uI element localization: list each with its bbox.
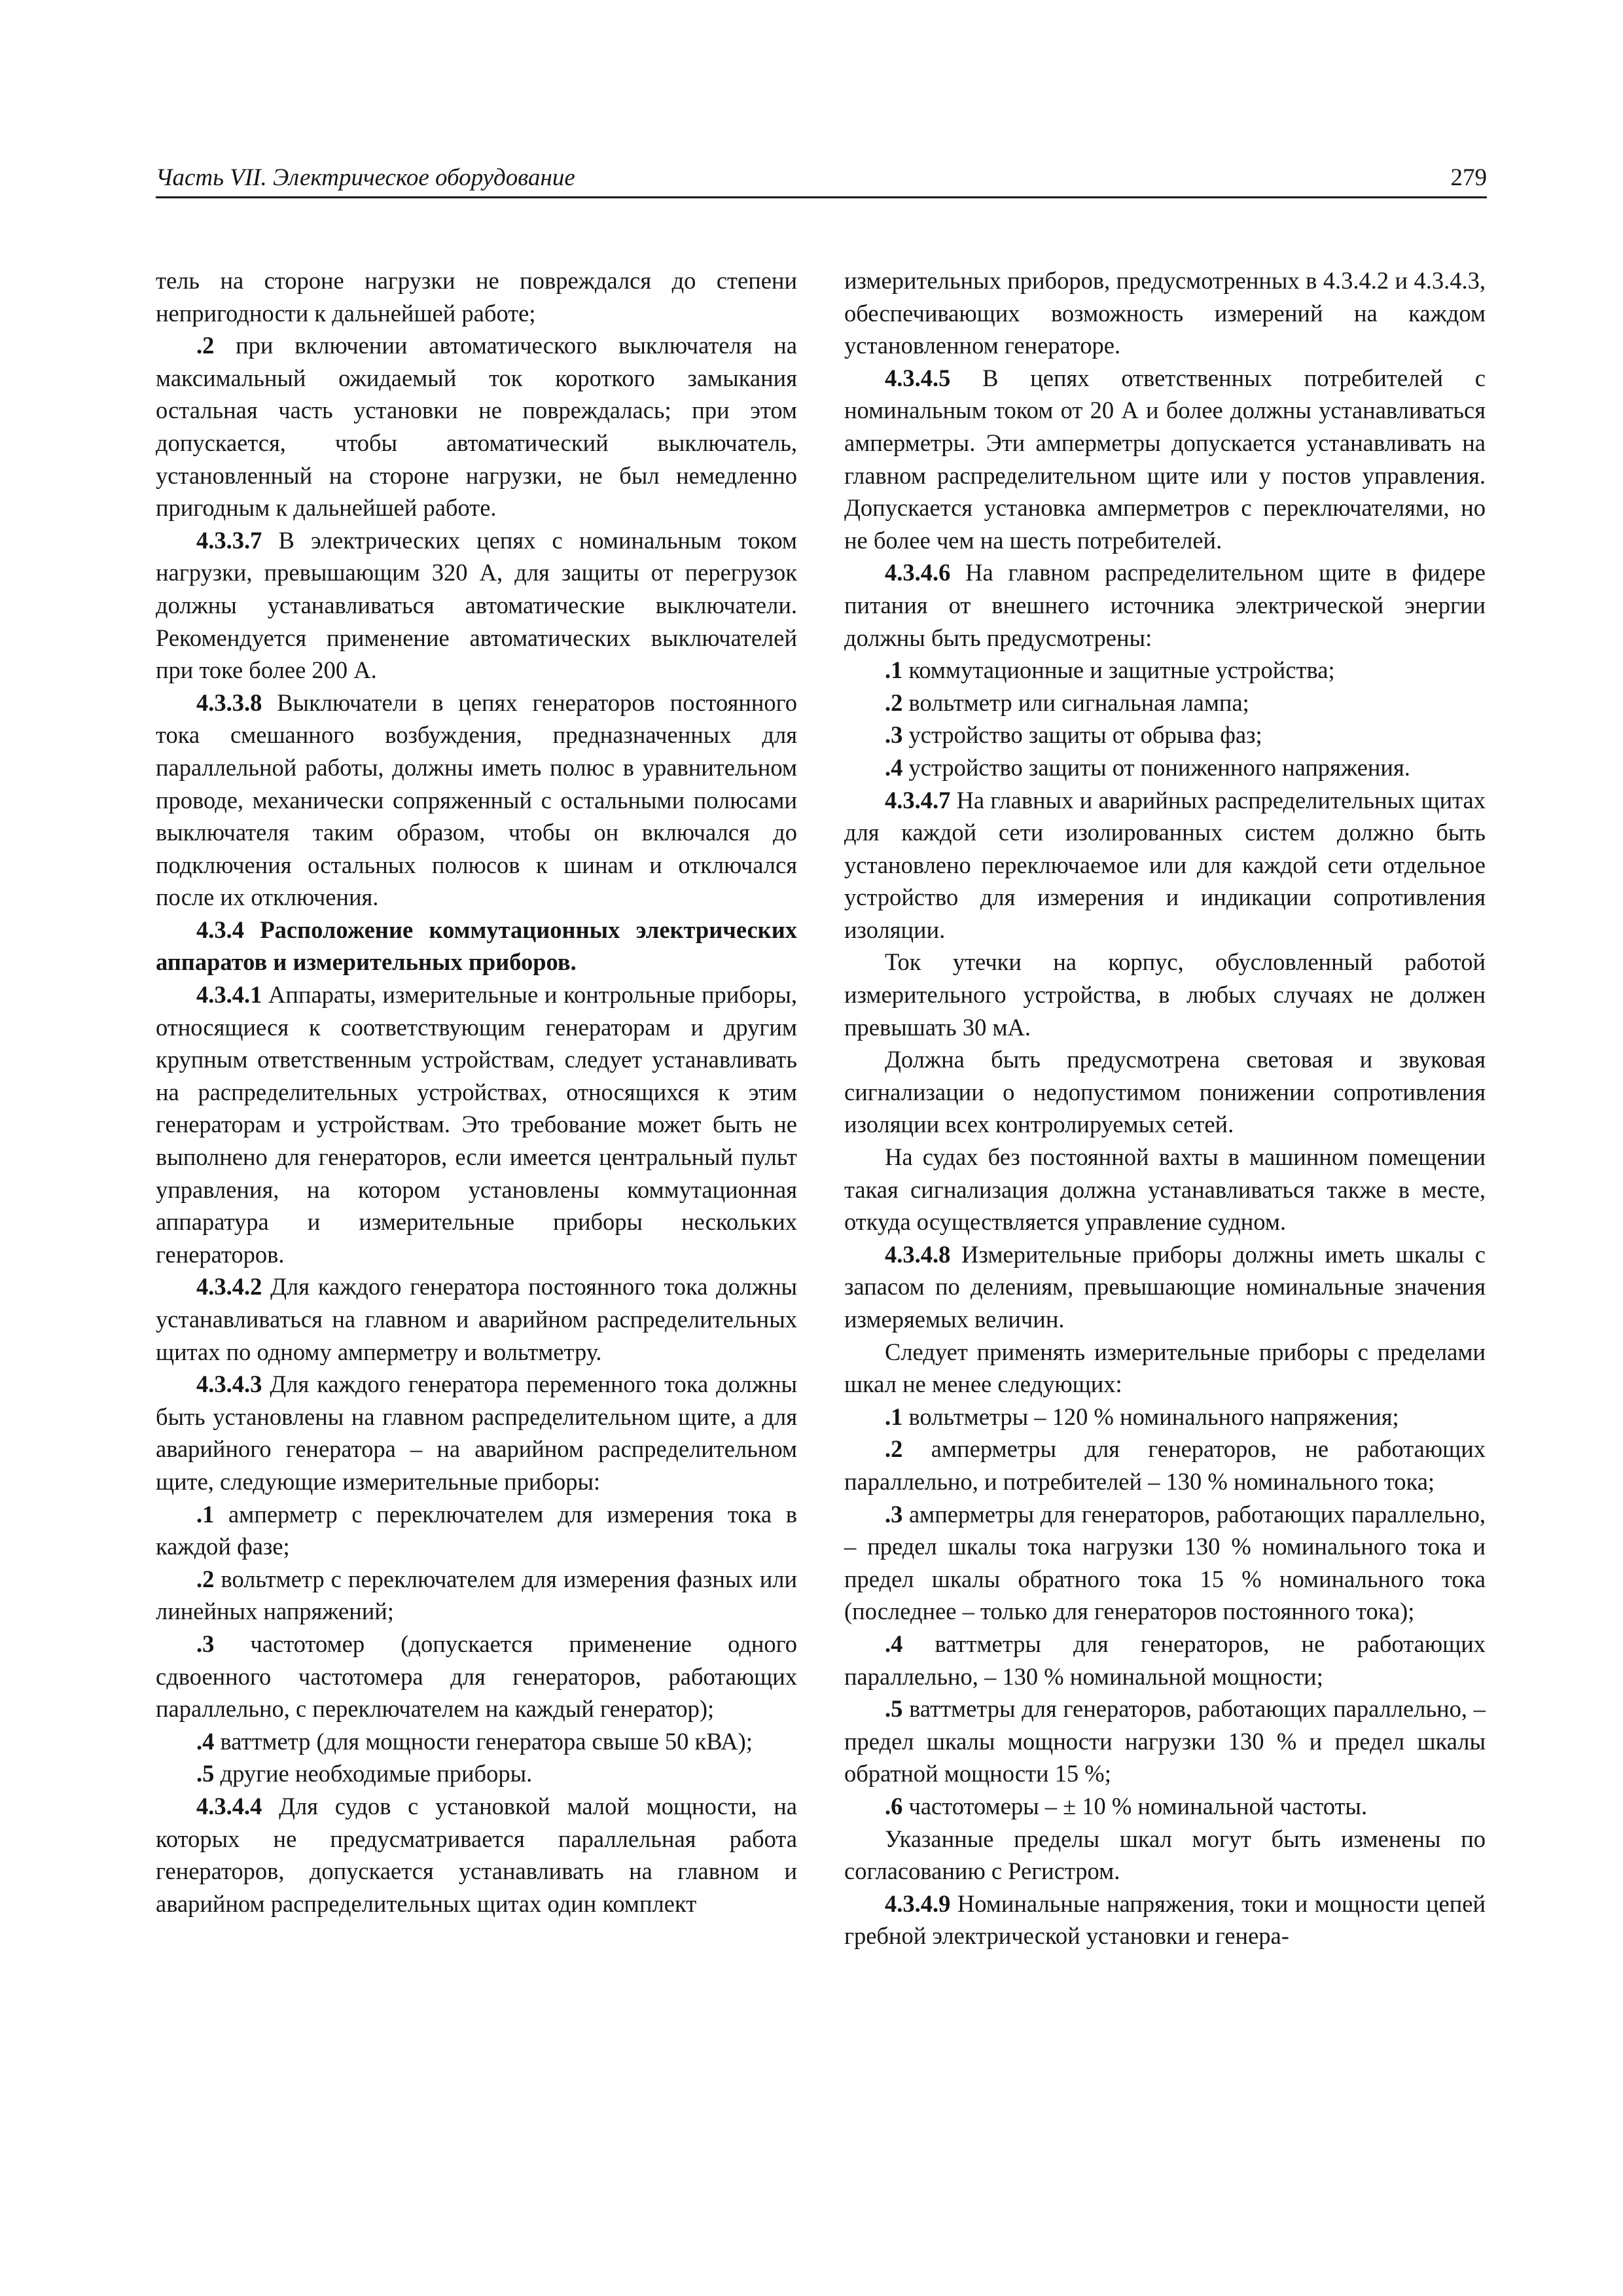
paragraph [156,1498,797,1563]
paragraph-text: вольтметры – 120 % номинального напряжения; [902,1403,1399,1430]
paragraph-text: при включении автоматического выключателя на максимальный ожидаемый ток короткого замыкания остальная часть установки не повреждалась; при этом допускается, чтобы автоматический выключатель, установленный на стороне нагрузки, не был немедленно пригодным к дальнейшей работе. [156,332,797,522]
clause-number: .4 [885,753,903,781]
clause-number: 4.3.4.6 [885,559,951,586]
paragraph [844,946,1486,1043]
paragraph-text: амперметр с переключателем для измерения тока в каждой фазе; [156,1500,797,1560]
left-column [156,264,797,1920]
clause-number: .4 [885,1630,903,1657]
clause-number: 4.3.4.1 [196,981,262,1009]
paragraph-text: измерительных приборов, предусмотренных в 4.3.4.2 и 4.3.4.3, обеспечивающих возможность измерений на каждом установленном генераторе. [844,267,1486,359]
paragraph-text: Аппараты, измерительные и контрольные приборы, относящиеся к соответствующим генераторам и другим крупным ответственным устройствам, следует устанавливать на распределительных устройствах, относящихся к этим генераторам и устройствам. Это требование может быть не выполнено для генераторов, если имеется центральный пульт управления, на котором установлены коммутационная аппаратура и измерительные приборы нескольких генераторов. [156,981,797,1268]
paragraph [156,1790,797,1920]
paragraph-text: На главных и аварийных распределительных щитах для каждой сети изолированных систем должно быть установлено переключаемое или для каждой сети отдельное устройство для измерения и индикации сопротивления изоляции. [844,786,1486,943]
paragraph [844,719,1486,751]
paragraph-text: На главном распределительном щите в фидере питания от внешнего источника электрической энергии должны быть предусмотрены: [844,559,1486,651]
paragraph-text: амперметры для генераторов, не работающих параллельно, и потребителей – 130 % номинального тока; [844,1435,1486,1495]
clause-number: .3 [196,1630,215,1657]
paragraph-text: коммутационные и защитные устройства; [902,656,1335,684]
paragraph-text: Следует применять измерительные приборы с пределами шкал не менее следующих: [844,1338,1486,1398]
paragraph-text: ваттметр (для мощности генератора свыше 50 кВА); [214,1727,753,1755]
paragraph [156,687,797,914]
paragraph-text: тель на стороне нагрузки не повреждался до степени непригодности к дальнейшей работе; [156,267,797,327]
clause-number: .2 [196,1565,215,1592]
paragraph [844,556,1486,654]
paragraph [844,784,1486,946]
paragraph-text: Номинальные напряжения, токи и мощности цепей гребной электрической установки и генера- [844,1890,1486,1950]
clause-number: .5 [885,1695,903,1723]
clause-number: .4 [196,1727,215,1755]
paragraph-text: Для судов с установкой малой мощности, на которых не предусматривается параллельная работа генераторов, допускается устанавливать на главном и аварийном распределительных щитах один комплект [156,1792,797,1917]
paragraph-text: Для каждого генератора постоянного тока должны устанавливаться на главном и аварийном распределительных щитах по одному амперметру и вольтметру. [156,1273,797,1365]
paragraph-text: Указанные пределы шкал могут быть изменены по согласованию с Регистром. [844,1825,1486,1885]
paragraph-text: Выключатели в цепях генераторов постоянного тока смешанного возбуждения, предназначенных для параллельной работы, должны иметь полюс в уравнительном проводе, механически сопряженный с остальными полюсами выключателя таким образом, чтобы он включался до подключения остальных полюсов к шинам и отключался после их отключения. [156,689,797,911]
paragraph [844,1433,1486,1498]
clause-number: .1 [885,656,903,684]
clause-number: 4.3.3.8 [196,689,262,716]
paragraph [156,1757,797,1790]
paragraph [156,1368,797,1498]
clause-number: 4.3.4.5 [885,364,951,391]
paragraph [844,654,1486,687]
clause-number: .1 [196,1500,215,1528]
clause-number: .2 [196,332,215,359]
clause-number: 4.3.4.7 [885,786,951,814]
clause-number: 4.3.4.4 [196,1792,262,1820]
clause-number: .2 [885,689,903,716]
paragraph [844,1238,1486,1336]
paragraph-text: В электрических цепях с номинальным током нагрузки, превышающим 320 А, для защиты от перегрузок должны устанавливаться автоматические выключатели. Рекомендуется применение автоматических выключателей при токе более 200 А. [156,526,797,684]
paragraph-text: В цепях ответственных потребителей с номинальным током от 20 А и более должны устанавливаться амперметры. Эти амперметры допускается устанавливать на главном распределительном щите или у постов управления. Допускается установка амперметров с переключателями, но не более чем на шесть потребителей. [844,364,1486,554]
paragraph-text: Для каждого генератора переменного тока должны быть установлены на главном распределительном щите, а для аварийного генератора – на аварийном распределительном щите, следующие измерительные приборы: [156,1371,797,1495]
clause-number: .3 [885,721,903,749]
paragraph-text: частотомер (допускается применение одного сдвоенного частотомера для генераторов, работающих параллельно, с переключателем на каждый генератор); [156,1630,797,1723]
paragraph [156,264,797,329]
paragraph [156,1725,797,1758]
paragraph-text: Измерительные приборы должны иметь шкалы с запасом по делениям, превышающие номинальные значения измеряемых величин. [844,1240,1486,1333]
paragraph [844,1823,1486,1888]
clause-number: .1 [885,1403,903,1430]
paragraph-text: устройство защиты от обрыва фаз; [902,721,1262,749]
paragraph-text: Ток утечки на корпус, обусловленный работой измерительного устройства, в любых случаях не должен превышать 30 мА. [844,948,1486,1041]
paragraph-text: ваттметры для генераторов, не работающих параллельно, – 130 % номинальной мощности; [844,1630,1486,1690]
paragraph-text: вольтметр или сигнальная лампа; [902,689,1249,716]
paragraph [844,362,1486,557]
paragraph-text: частотомеры – ± 10 % номинальной частоты. [902,1792,1368,1820]
paragraph-text: другие необходимые приборы. [214,1760,533,1787]
page-number: 279 [1450,164,1487,191]
clause-number: 4.3.4.9 [885,1890,951,1917]
paragraph [844,1790,1486,1823]
paragraph-text: ваттметры для генераторов, работающих параллельно, – предел шкалы мощности нагрузки 130 % и предел шкалы обратной мощности 15 %; [844,1695,1486,1787]
clause-number: 4.3.4 Расположение коммутационных электрических аппаратов и измерительных приборов. [156,916,797,976]
paragraph [844,1888,1486,1952]
paragraph [156,524,797,687]
paragraph [844,1693,1486,1790]
right-column [844,264,1486,1952]
paragraph [156,1563,797,1628]
clause-number: .5 [196,1760,215,1787]
paragraph [844,1628,1486,1693]
paragraph-text: На судах без постоянной вахты в машинном помещении такая сигнализация должна устанавливаться также в месте, откуда осуществляется управление судном. [844,1143,1486,1236]
section-title: Часть VII. Электрическое оборудование [156,164,575,191]
paragraph-text: устройство защиты от пониженного напряжения. [902,753,1410,781]
clause-number: 4.3.4.2 [196,1273,262,1300]
paragraph [844,1498,1486,1628]
paragraph [844,1141,1486,1238]
clause-number: .2 [885,1435,903,1463]
paragraph [844,1336,1486,1401]
paragraph-text: вольтметр с переключателем для измерения фазных или линейных напряжений; [156,1565,797,1625]
paragraph [844,751,1486,784]
paragraph [156,1270,797,1368]
paragraph [156,978,797,1270]
paragraph [156,914,797,978]
clause-number: 4.3.4.8 [885,1240,951,1268]
paragraph-text: амперметры для генераторов, работающих параллельно, – предел шкалы тока нагрузки 130 % номинального тока и предел шкалы обратного тока 15 % номинального тока (последнее – только для генераторов постоянного тока); [844,1500,1486,1625]
paragraph [844,1401,1486,1433]
clause-number: 4.3.4.3 [196,1371,262,1398]
paragraph [844,687,1486,719]
paragraph [844,264,1486,362]
clause-number: 4.3.3.7 [196,526,262,554]
paragraph [156,1628,797,1725]
paragraph [156,329,797,524]
clause-number: .6 [885,1792,903,1820]
paragraph-text: Должна быть предусмотрена световая и звуковая сигнализации о недопустимом понижении сопротивления изоляции всех контролируемых сетей. [844,1046,1486,1138]
paragraph [844,1043,1486,1141]
clause-number: .3 [885,1500,903,1528]
running-header [156,156,1487,198]
